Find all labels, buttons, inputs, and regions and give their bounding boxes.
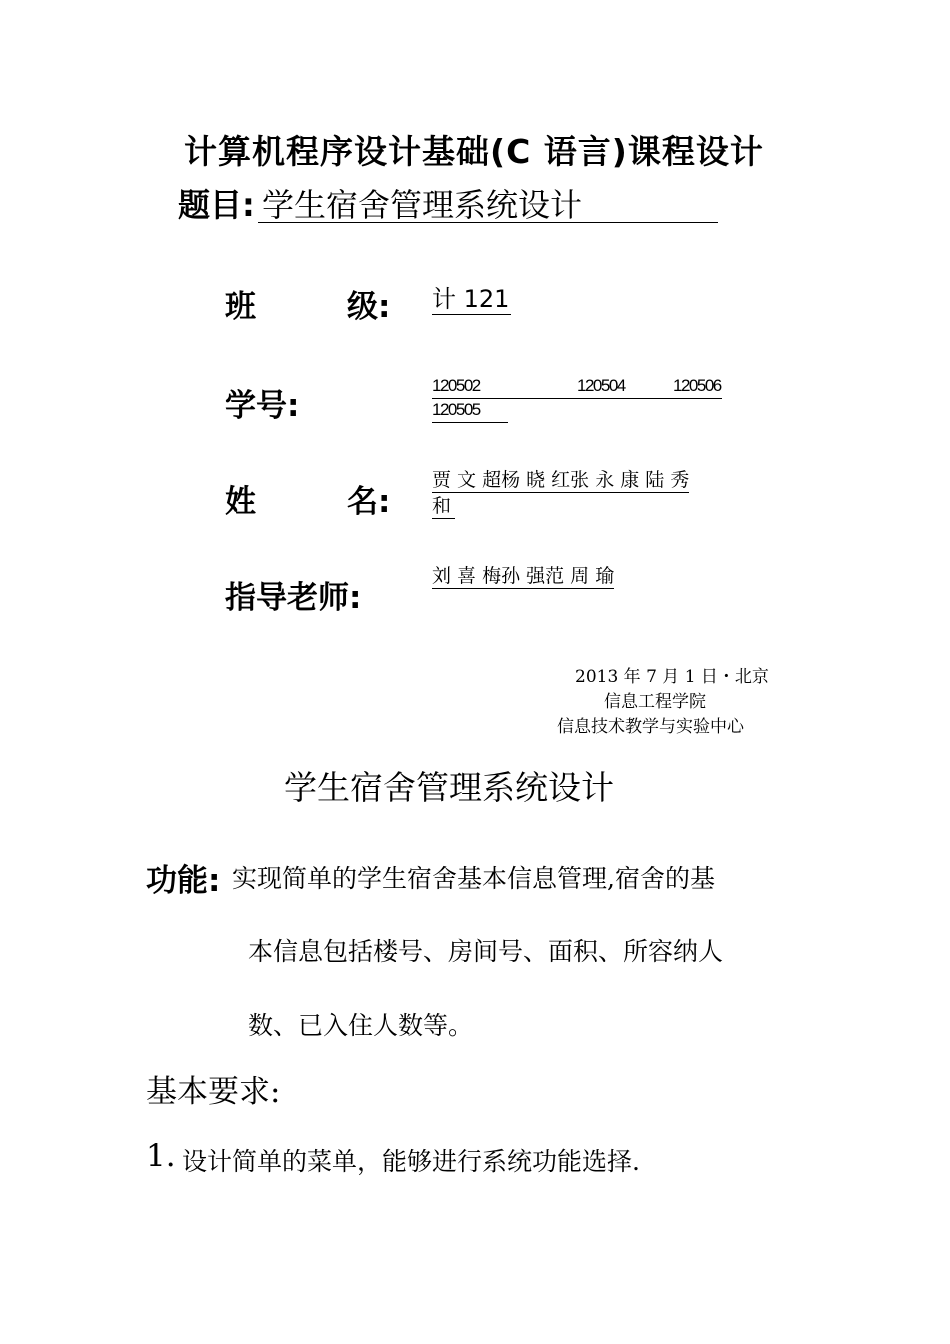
name-label-first: 姓 [225,484,256,520]
date-line: 2013 年 7 月 1 日・北京 [575,667,769,687]
student-names-line-1: 贾 文 超杨 晓 红张 永 康 陆 秀 [432,469,690,491]
requirements-title: 基本要求: [146,1074,281,1110]
advisor-label: 指导老师: [225,580,362,616]
class-label-first: 班 [225,289,256,325]
function-text-line-3: 数、已入住人数等。 [248,1011,474,1040]
topic-underline [258,222,718,223]
date-location [575,662,769,687]
student-id-line-1 [432,374,722,399]
function-text-line-2: 本信息包括楼号、房间号、面积、所容纳人 [248,937,724,966]
main-title: 计算机程序设计基础(C 语言)课程设计 [184,132,764,171]
college-name: 信息工程学院 [604,692,706,712]
class-label-second: 级: [347,289,391,325]
student-id-2: 120504 [577,376,625,395]
function-text-line-1: 实现简单的学生宿舍基本信息管理,宿舍的基 [232,864,715,893]
requirement-1-number: 1. [146,1138,176,1174]
student-id-4: 120505 [432,398,508,423]
student-names-line-2: 和 [432,494,455,519]
topic-value: 学生宿舍管理系统设计 [262,186,583,224]
topic-label: 题目: [178,186,255,224]
class-value: 计 121 [432,285,510,313]
requirement-1-text: 设计简单的菜单，能够进行系统功能选择. [182,1147,640,1176]
student-id-3: 120506 [673,376,721,395]
name-label-second: 名: [347,484,391,520]
student-id-1: 120502 [432,376,480,395]
section-title: 学生宿舍管理系统设计 [284,768,614,807]
center-name: 信息技术教学与实验中心 [557,717,744,737]
function-label: 功能: [146,863,221,899]
student-id-label: 学号: [225,388,300,424]
advisor-names: 刘 喜 梅孙 强范 周 瑜 [432,565,615,587]
